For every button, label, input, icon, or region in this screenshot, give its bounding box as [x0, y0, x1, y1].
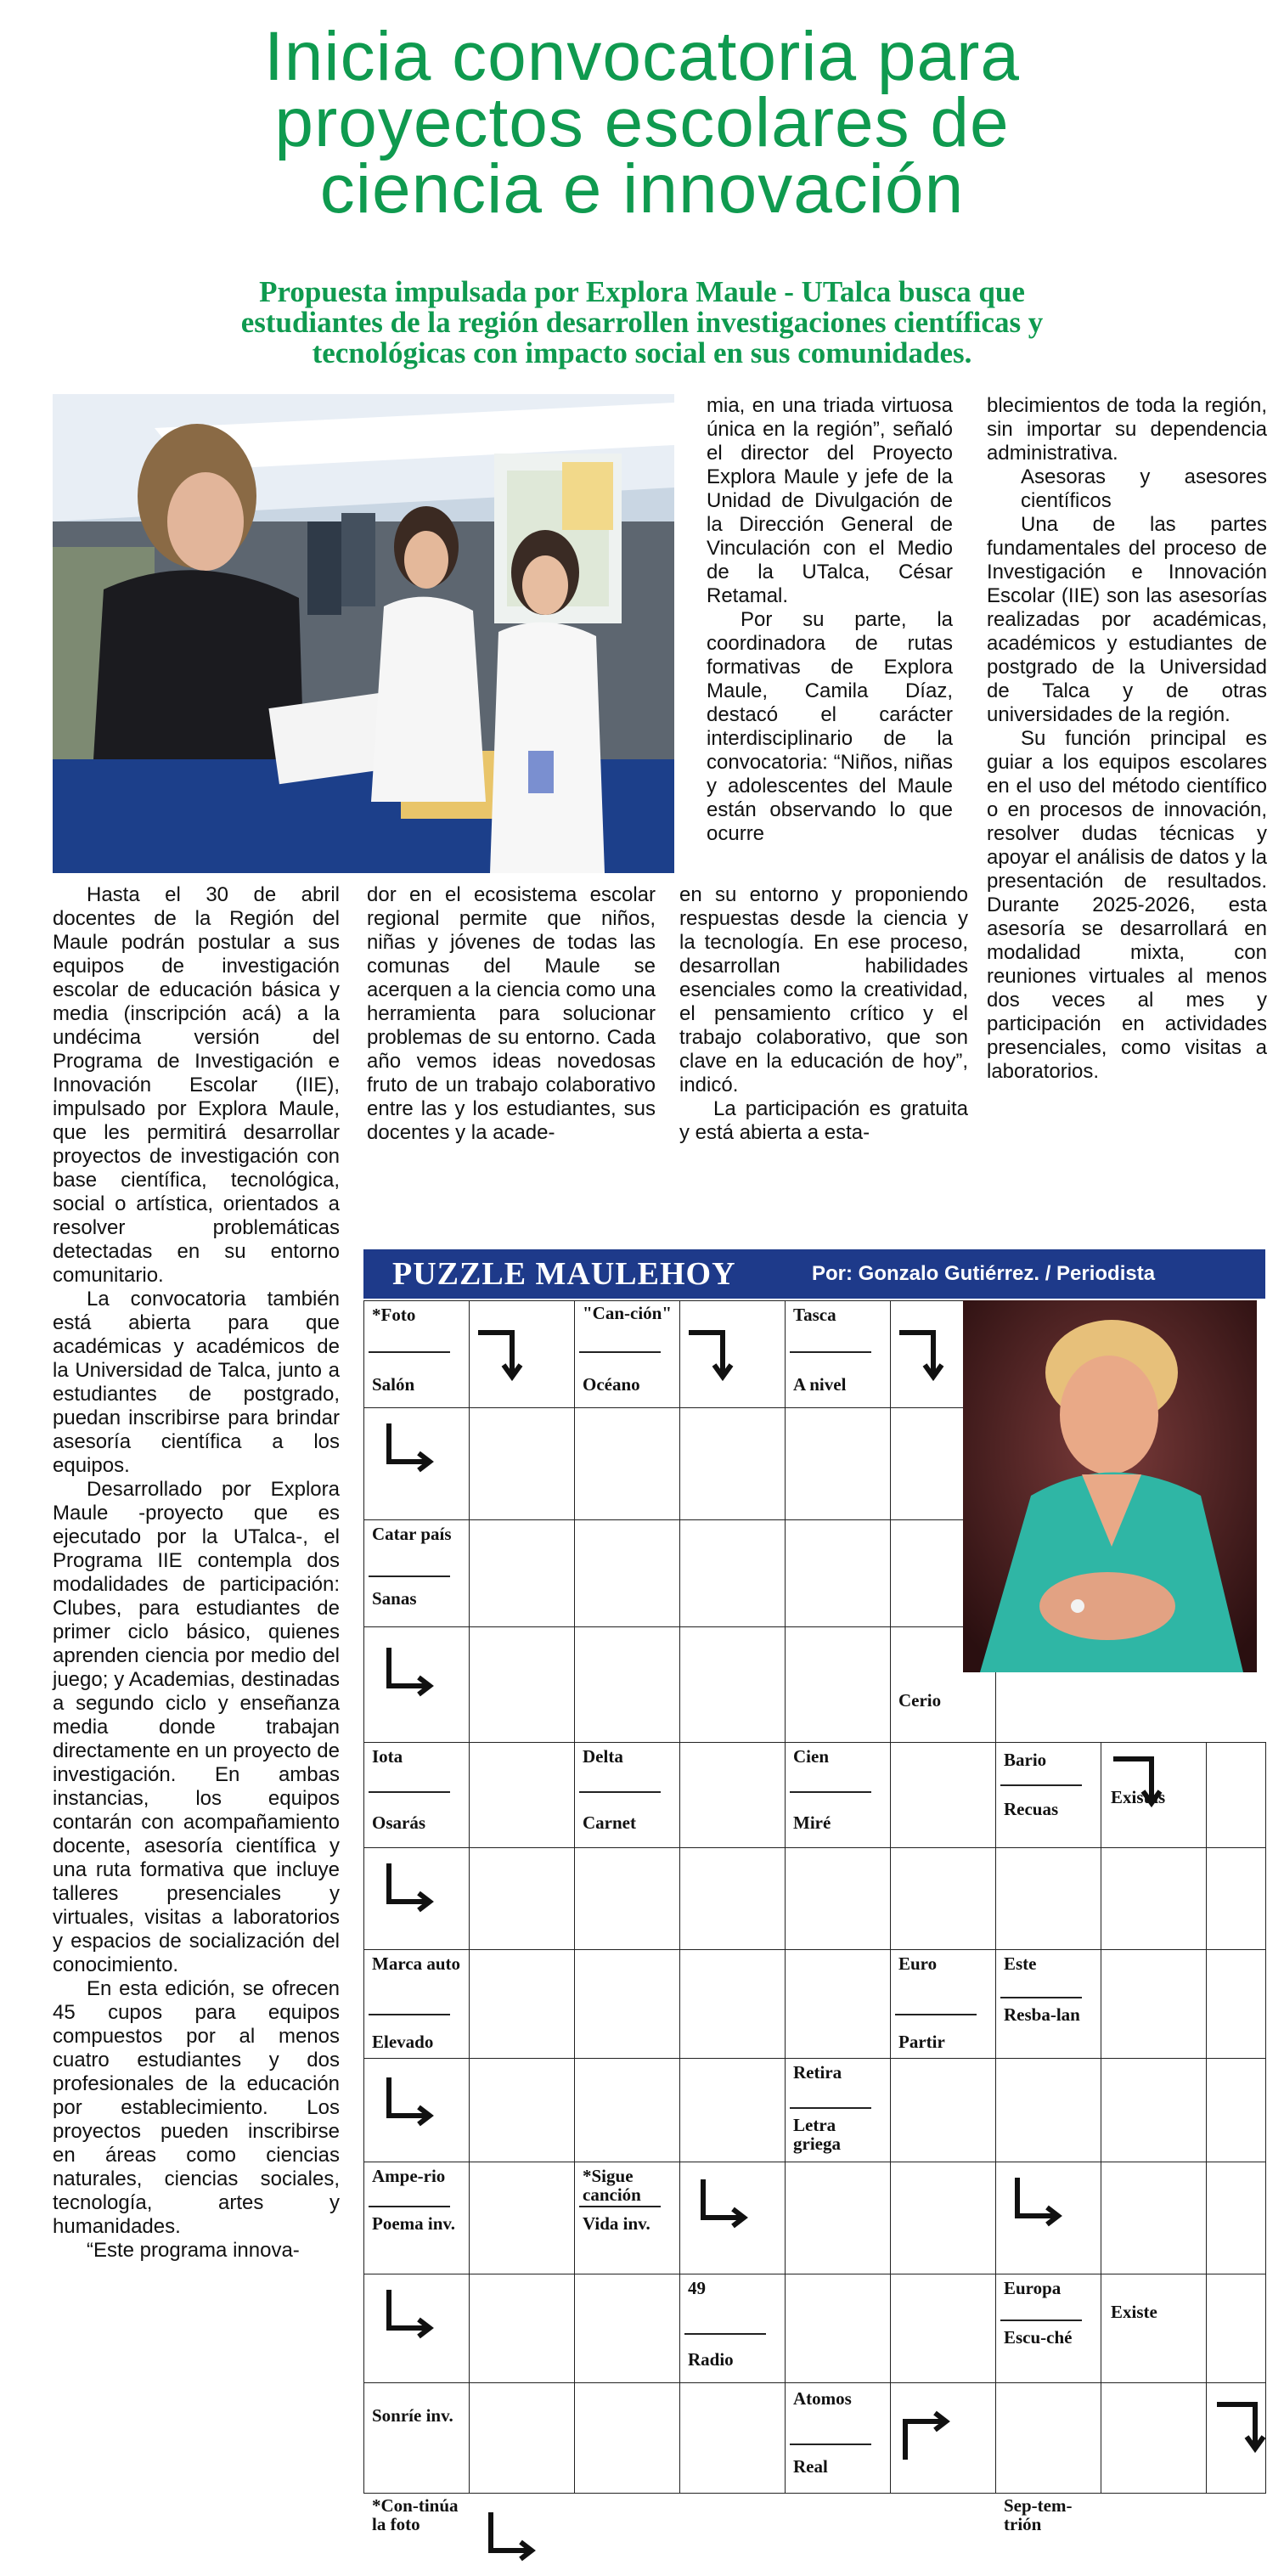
paragraph: La participación es gratuita y está abierta a esta-	[679, 1097, 968, 1144]
puzzle-portrait	[963, 1300, 1257, 1672]
puzzle-cell[interactable]	[1101, 2382, 1207, 2494]
puzzle-cell[interactable]	[679, 2382, 786, 2494]
puzzle-cell[interactable]	[890, 1847, 996, 1950]
headline-line-3: ciencia e innovación	[319, 150, 965, 228]
puzzle-clue-euro: Euro	[898, 1953, 938, 1974]
puzzle-clue-osaras: Osarás	[372, 1812, 425, 1833]
puzzle-clue-existas: Existas	[1111, 1787, 1166, 1807]
puzzle-clue-real: Real	[793, 2456, 828, 2477]
subhead-line-1: Propuesta impulsada por Explora Maule - UTalca busca que	[259, 275, 1025, 308]
puzzle-clue-atomos: Atomos	[793, 2388, 852, 2409]
puzzle-cell[interactable]	[1101, 2162, 1207, 2274]
clue-separator	[579, 2206, 661, 2207]
puzzle-cell[interactable]	[1206, 2274, 1266, 2383]
puzzle-clue-sonrie: Sonríe inv.	[372, 2405, 453, 2426]
clue-separator	[369, 1575, 450, 1577]
puzzle-cell[interactable]	[890, 2058, 996, 2162]
puzzle-clue-letra: Letra griega	[793, 2115, 841, 2154]
puzzle-cell[interactable]	[574, 2274, 680, 2383]
subhead-line-2: estudiantes de la región desarrollen investigaciones científicas y	[240, 306, 1044, 339]
puzzle-arrow-icon	[1213, 2396, 1281, 2464]
article-column-3-top	[707, 394, 953, 846]
puzzle-arrow-icon	[380, 1419, 448, 1487]
puzzle-clue-tasca: Tasca	[793, 1305, 836, 1325]
puzzle-cell[interactable]	[469, 2162, 575, 2274]
puzzle-cell[interactable]	[995, 2058, 1101, 2162]
puzzle-cell[interactable]	[679, 1847, 786, 1950]
puzzle-clue-resbalan: Resba-lan	[1004, 2004, 1080, 2025]
section-subtitle: Asesoras y asesores científicos	[1021, 465, 1267, 512]
paragraph: “Este programa innova-	[87, 2239, 300, 2262]
puzzle-clue-bario: Bario	[1004, 1750, 1047, 1770]
puzzle-cell[interactable]	[469, 1519, 575, 1627]
article-column-1	[53, 883, 340, 2263]
puzzle-clue-escuche: Escu-ché	[1004, 2327, 1073, 2348]
puzzle-cell[interactable]	[679, 1742, 786, 1848]
clue-separator	[790, 2107, 871, 2109]
puzzle-clue-recuas: Recuas	[1004, 1799, 1059, 1819]
puzzle-cell[interactable]	[1206, 2058, 1266, 2162]
puzzle-cell[interactable]	[785, 2162, 891, 2274]
clue-separator	[579, 1351, 661, 1353]
puzzle-clue-vida: Vida inv.	[583, 2213, 650, 2234]
puzzle-cell[interactable]	[574, 1949, 680, 2059]
clue-separator	[579, 1791, 661, 1793]
puzzle-cell[interactable]	[1101, 2058, 1207, 2162]
puzzle-cell[interactable]	[1206, 1742, 1266, 1848]
clue-separator	[790, 1351, 871, 1353]
puzzle-cell[interactable]	[995, 1847, 1101, 1950]
clue-separator	[1000, 1997, 1082, 1998]
puzzle-clue-iota: Iota	[372, 1746, 403, 1767]
puzzle-clue-anivel: A nivel	[793, 1374, 847, 1395]
puzzle-cell[interactable]	[890, 2274, 996, 2383]
puzzle-cell[interactable]	[785, 1949, 891, 2059]
puzzle-cell[interactable]	[574, 1407, 680, 1520]
puzzle-cell[interactable]	[574, 2382, 680, 2494]
puzzle-clue-retira: Retira	[793, 2062, 842, 2083]
puzzle-cell[interactable]	[679, 1407, 786, 1520]
puzzle-clue-salon: Salón	[372, 1374, 415, 1395]
puzzle-clue-septentrion: Sep-tem-trión	[1004, 2495, 1073, 2534]
clue-separator	[369, 1791, 450, 1793]
puzzle-clue-mire: Miré	[793, 1812, 831, 1833]
headline-line-1: Inicia convocatoria para	[263, 18, 1021, 95]
paragraph: En esta edición, se ofrecen 45 cupos para equipos compuestos por al menos cuatro estudiantes y dos profesionales de la educación por establecimiento. Los proyectos pueden inscribirse en áreas como ciencias naturales, ciencias sociales, tecnología, artes y humanidades.	[53, 1977, 340, 2238]
clue-separator	[790, 2444, 871, 2445]
article-column-4	[987, 394, 1267, 1084]
puzzle-arrow-icon	[380, 1643, 448, 1711]
puzzle-arrow-icon	[482, 2508, 550, 2576]
puzzle-arrow-icon	[474, 1324, 542, 1392]
puzzle-clue-este: Este	[1004, 1953, 1037, 1974]
subhead-line-3: tecnológicas con impacto social en sus comunidades.	[312, 336, 972, 369]
puzzle-cell[interactable]	[679, 1626, 786, 1743]
paragraph: Por su parte, la coordinadora de rutas formativas de Explora Maule, Camila Díaz, destacó el carácter interdisciplinario de la convocatoria: “Niños, niñas y adolescentes del Maule están observando lo que ocurre	[707, 608, 953, 845]
puzzle-cell[interactable]	[469, 2058, 575, 2162]
puzzle-cell[interactable]	[574, 1626, 680, 1743]
clue-separator	[895, 2014, 977, 2015]
puzzle-cell[interactable]	[1206, 1847, 1266, 1950]
puzzle-cell[interactable]	[995, 2382, 1101, 2494]
puzzle-cell[interactable]	[469, 1949, 575, 2059]
puzzle-cell[interactable]	[785, 1519, 891, 1627]
puzzle-cell[interactable]	[1101, 1847, 1207, 1950]
paragraph: blecimientos de toda la región, sin importar su dependencia administrativa.	[987, 394, 1267, 465]
puzzle-clue-marca: Marca auto	[372, 1953, 461, 1974]
puzzle-cell[interactable]	[469, 2382, 575, 2494]
puzzle-arrow-icon	[695, 2175, 763, 2243]
puzzle-cell[interactable]	[1206, 2162, 1266, 2274]
puzzle-arrow-icon	[1009, 2173, 1077, 2241]
puzzle-cell[interactable]	[679, 1949, 786, 2059]
puzzle-cell[interactable]	[1101, 1949, 1207, 2059]
article-column-2	[367, 883, 656, 1145]
puzzle-arrow-icon	[897, 2396, 965, 2464]
puzzle-clue-cerio: Cerio	[898, 1690, 942, 1711]
puzzle-cell[interactable]	[574, 1847, 680, 1950]
paragraph: en su entorno y proponiendo respuestas desde la ciencia y la tecnología. En ese proceso, desarrollan habilidades esenciales como la creatividad, el pensamiento crítico y el trabajo colaborativo, que son clave en la educación de hoy”, indicó.	[679, 883, 968, 1096]
puzzle-cell[interactable]	[1101, 2274, 1207, 2383]
puzzle-cell[interactable]	[469, 1626, 575, 1743]
puzzle-cell[interactable]	[469, 1742, 575, 1848]
puzzle-cell[interactable]	[469, 1407, 575, 1520]
puzzle-clue-cien: Cien	[793, 1746, 829, 1767]
paragraph: dor en el ecosistema escolar regional permite que niños, niñas y jóvenes de todas las comunas del Maule se acerquen a la ciencia como una herramienta para solucionar problemas de su entorno. Cada año vemos ideas novedosas fruto de un trabajo colaborativo entre las y los estudiantes, sus docentes y la acade-	[367, 883, 656, 1144]
clue-separator	[369, 2014, 450, 2015]
puzzle-cell[interactable]	[890, 2162, 996, 2274]
puzzle-cell[interactable]	[574, 2058, 680, 2162]
puzzle-clue-amperio: Ampe-rio	[372, 2166, 446, 2186]
headline	[51, 18, 1233, 228]
puzzle-clue-existe: Existe	[1111, 2302, 1157, 2322]
puzzle-clue-radio: Radio	[688, 2349, 734, 2370]
puzzle-arrow-icon	[380, 2286, 448, 2353]
puzzle-clue-delta: Delta	[583, 1746, 623, 1767]
puzzle-cell[interactable]	[469, 1847, 575, 1950]
puzzle-clue-elevado: Elevado	[372, 2032, 434, 2052]
paragraph: Su función principal es guiar a los equipos escolares en el uso del método científico o en procesos de innovación, resolver dudas técnicas y apoyar el análisis de datos y la presentación de resultados. Durante 2025-2026, esta asesoría se desarrollará en modalidad mixta, con reuniones virtuales al menos dos veces al mes y participación en actividades presenciales, como visitas a laboratorios.	[987, 727, 1267, 1083]
puzzle-cell[interactable]	[679, 1519, 786, 1627]
paragraph: mia, en una triada virtuosa única en la región”, señaló el director del Proyecto Explora Maule y jefe de la Unidad de Divulgación de la Dirección General de Vinculación con el Medio de la UTalca, César Retamal.	[707, 394, 953, 607]
puzzle-cell[interactable]	[785, 2274, 891, 2383]
puzzle-clue-sigue: *Sigue canción	[583, 2166, 641, 2205]
paragraph: Una de las partes fundamentales del proceso de Investigación e Innovación Escolar (IIE) son las asesorías realizadas por académicas, académicos y estudiantes de postgrado de la Universidad de Talca y de otras universidades de la región.	[987, 513, 1267, 726]
puzzle-title: PUZZLE MAULEHOY	[392, 1256, 736, 1292]
puzzle-clue-europa: Europa	[1004, 2278, 1062, 2298]
puzzle-header	[363, 1249, 1265, 1299]
subheadline	[68, 277, 1216, 369]
puzzle-clue-n49: 49	[688, 2278, 706, 2298]
clue-separator	[1000, 1784, 1082, 1786]
paragraph: La convocatoria también está abierta para que académicas y académicos de la Universidad de Talca, junto a estudiantes de postgrado, puedan inscribirse para brindar asesoría científica a los equipos.	[53, 1288, 340, 1477]
puzzle-clue-partir: Partir	[898, 2032, 945, 2052]
paragraph: Hasta el 30 de abril docentes de la Región del Maule podrán postular a sus equipos de investigación escolar de educación básica y media (inscripción acá) a la undécima versión del Programa de Investigación e Innovación Escolar (IIE), impulsado por Explora Maule, que les permitirá desarrollar proyectos de investigación con base científica, tecnológica, social o artística, orientados a resolver problemáticas detectadas en su entorno comunitario.	[53, 883, 340, 1287]
puzzle-cell[interactable]	[469, 2274, 575, 2383]
puzzle-cell[interactable]	[890, 1742, 996, 1848]
puzzle-clue-continua: *Con-tinúa la foto	[372, 2495, 459, 2534]
puzzle-clue-oceano: Océano	[583, 1374, 640, 1395]
clue-separator	[790, 1791, 871, 1793]
clue-separator	[684, 2333, 766, 2335]
puzzle-arrow-icon	[684, 1324, 752, 1392]
puzzle-clue-sanas: Sanas	[372, 1588, 417, 1609]
puzzle-clue-poema: Poema inv.	[372, 2213, 455, 2234]
puzzle-cell[interactable]	[785, 1407, 891, 1520]
puzzle-clue-foto: *Foto	[372, 1305, 416, 1325]
puzzle-clue-cancion: "Can-ción"	[583, 1303, 672, 1323]
puzzle-clue-catar: Catar país	[372, 1524, 452, 1544]
puzzle-arrow-icon	[895, 1324, 963, 1392]
puzzle-cell[interactable]	[1206, 1949, 1266, 2059]
headline-line-2: proyectos escolares de	[274, 84, 1010, 161]
clue-separator	[1000, 2320, 1082, 2321]
clue-separator	[369, 2206, 450, 2207]
puzzle-cell[interactable]	[363, 2382, 470, 2494]
puzzle-arrow-icon	[380, 1859, 448, 1927]
puzzle-arrow-icon	[380, 2073, 448, 2141]
paragraph: Desarrollado por Explora Maule -proyecto que es ejecutado por la UTalca-, el Programa IIE contempla dos modalidades de participación: Clubes, para estudiantes de primer ciclo básico, quienes aprenden ciencia por medio del juego; y Academias, destinadas a segundo ciclo y enseñanza media donde trabajan directamente en un proyecto de investigación. En ambas instancias, los equipos contarán con acompañamiento docente, asesoría científica y una ruta formativa que incluye talleres presenciales y virtuales, visitas a laboratorios y espacios de socialización del conocimiento.	[53, 1478, 340, 1976]
puzzle-cell[interactable]	[785, 1847, 891, 1950]
article-column-3-bottom	[679, 883, 968, 1145]
puzzle-arrow-icon	[1109, 1750, 1177, 1818]
puzzle-clue-carnet: Carnet	[583, 1812, 636, 1833]
puzzle-cell[interactable]	[679, 2058, 786, 2162]
puzzle-cell[interactable]	[574, 1519, 680, 1627]
science-fair-photo	[53, 394, 674, 873]
puzzle-byline: Por: Gonzalo Gutiérrez. / Periodista	[812, 1262, 1156, 1285]
clue-separator	[369, 1351, 450, 1353]
puzzle-cell[interactable]	[785, 1626, 891, 1743]
